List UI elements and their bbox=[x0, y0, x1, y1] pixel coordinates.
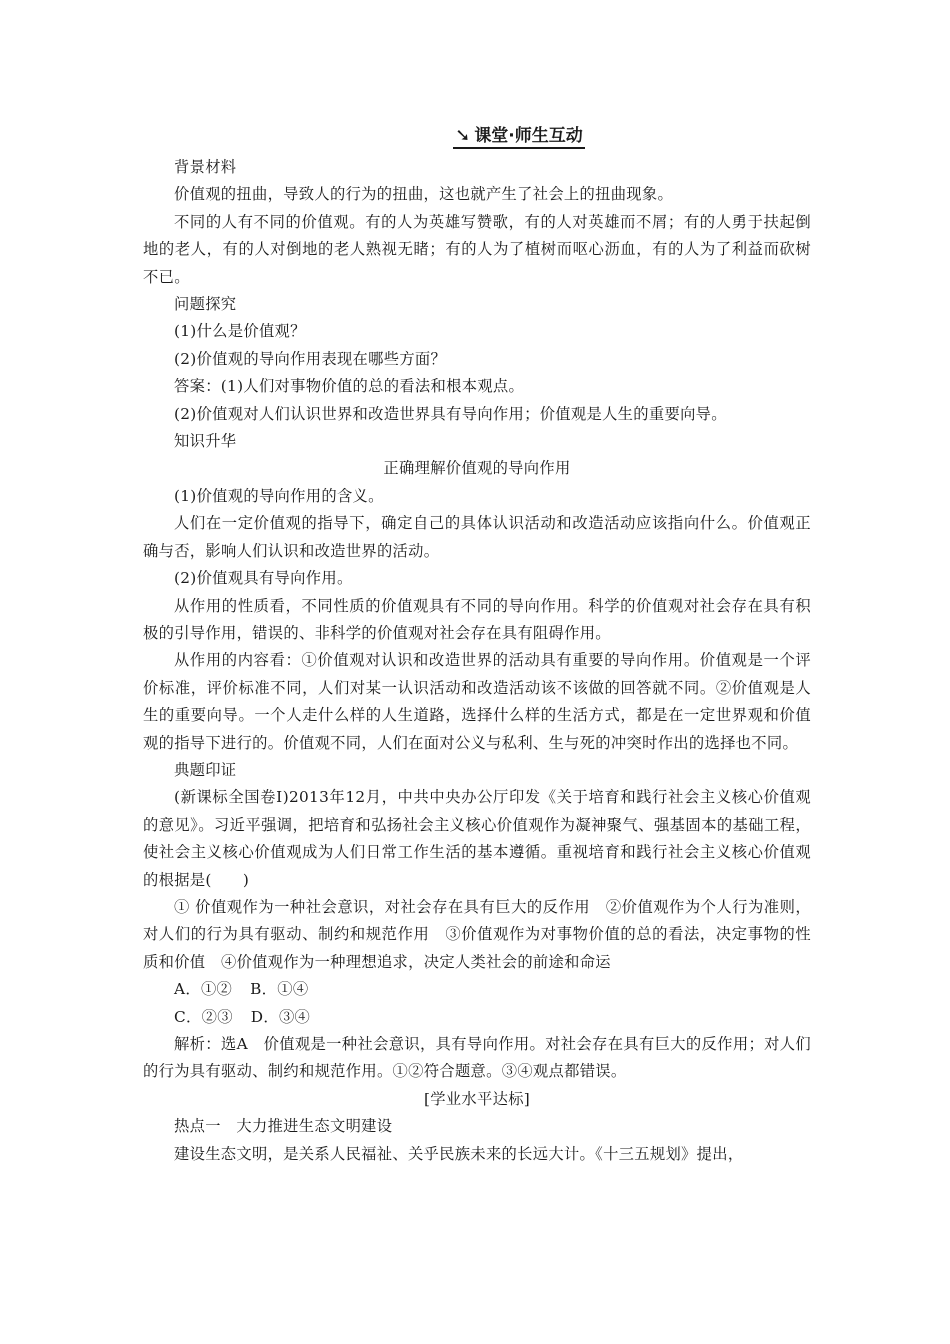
analysis-text: 解析：选A 价值观是一种社会意识，具有导向作用。对社会存在具有巨大的反作用；对人们的行为具有驱动、制约和规范作用。①②符合题意。③④观点都错误。 bbox=[143, 1035, 811, 1081]
example-statements: ① 价值观作为一种社会意识，对社会存在具有巨大的反作用 ②价值观作为个人行为准则，对人们的行为具有驱动、制约和规范作用 ③价值观作为对事物价值的总的看法，决定事物的性质和价值 ④价值观作为一种理想追求，决定人类社会的前途和命运 bbox=[143, 897, 811, 971]
knowledge-point-1-text: 人们在一定价值观的指导下，确定自己的具体认识活动和改造活动应该指向什么。价值观正确与否，影响人们认识和改造世界的活动。 bbox=[143, 514, 811, 560]
section-title-underline bbox=[453, 126, 585, 149]
arrow-down-right-icon: ➘ bbox=[455, 125, 471, 146]
background-paragraph-1: 价值观的扭曲，导致人的行为的扭曲，这也就产生了社会上的扭曲现象。 bbox=[174, 185, 674, 204]
background-paragraph-2: 不同的人有不同的价值观。有的人为英雄写赞歌，有的人对英雄而不屑；有的人勇于扶起倒地的老人，有的人对倒地的老人熟视无睹；有的人为了植树而呕心沥血，有的人为了利益而砍树不已。 bbox=[143, 212, 811, 286]
section-title bbox=[227, 122, 811, 150]
document-content bbox=[143, 122, 811, 1168]
knowledge-point-2-text-2: 从作用的内容看：①价值观对认识和改造世界的活动具有重要的导向作用。价值观是一个评价标准，评价标准不同，人们对某一认识活动和改造活动该不该做的回答就不同。②价值观是人生的重要向导。一个人走什么样的人生道路，选择什么样的生活方式，都是在一定世界观和价值观的指导下进行的。价值观不同，人们在面对公义与私利、生与死的冲突时作出的选择也不同。 bbox=[143, 651, 811, 752]
knowledge-point-2-title: (2)价值观具有导向作用。 bbox=[174, 569, 353, 588]
answer-2: (2)价值观对人们认识世界和改造世界具有导向作用；价值观是人生的重要向导。 bbox=[174, 404, 727, 423]
hotspot-title: 热点一 大力推进生态文明建设 bbox=[174, 1117, 393, 1136]
background-label: 背景材料 bbox=[174, 158, 237, 176]
option-d: D．③④ bbox=[250, 1007, 311, 1026]
knowledge-point-1-title: (1)价值观的导向作用的含义。 bbox=[174, 486, 384, 505]
question-2: (2)价值观的导向作用表现在哪些方面？ bbox=[174, 349, 447, 368]
standard-label: [学业水平达标] bbox=[423, 1089, 531, 1108]
option-a: A．①② bbox=[174, 980, 233, 999]
inquiry-label: 问题探究 bbox=[174, 295, 237, 314]
answer-1: 答案：(1)人们对事物价值的总的看法和根本观点。 bbox=[174, 377, 525, 396]
section-title-text: 课堂·师生互动 bbox=[474, 126, 583, 146]
option-c: C．②③ bbox=[174, 1007, 233, 1026]
options-row-1 bbox=[143, 976, 811, 1003]
knowledge-point-2-text-1: 从作用的性质看，不同性质的价值观具有不同的导向作用。科学的价值观对社会存在具有积极的引导作用，错误的、非科学的价值观对社会存在具有阻碍作用。 bbox=[143, 596, 811, 642]
question-1: (1)什么是价值观？ bbox=[174, 322, 306, 341]
option-b: B．①④ bbox=[250, 980, 309, 999]
knowledge-label: 知识升华 bbox=[174, 432, 237, 451]
example-label: 典题印证 bbox=[174, 760, 237, 779]
hotspot-text: 建设生态文明，是关系人民福祉、关乎民族未来的长远大计。《十三五规划》提出， bbox=[174, 1144, 744, 1163]
knowledge-heading: 正确理解价值观的导向作用 bbox=[383, 459, 571, 478]
example-question-stem: (新课标全国卷Ⅰ)2013年12月，中共中央办公厅印发《关于培育和践行社会主义核心价值观的意见》。习近平强调，把培育和弘扬社会主义核心价值观作为凝神聚气、强基固本的基础工程，使社会主义核心价值观成为人们日常工作生活的基本遵循。重视培育和践行社会主义核心价值观的根据是( ) bbox=[143, 788, 811, 889]
options-row-2 bbox=[143, 1004, 811, 1031]
